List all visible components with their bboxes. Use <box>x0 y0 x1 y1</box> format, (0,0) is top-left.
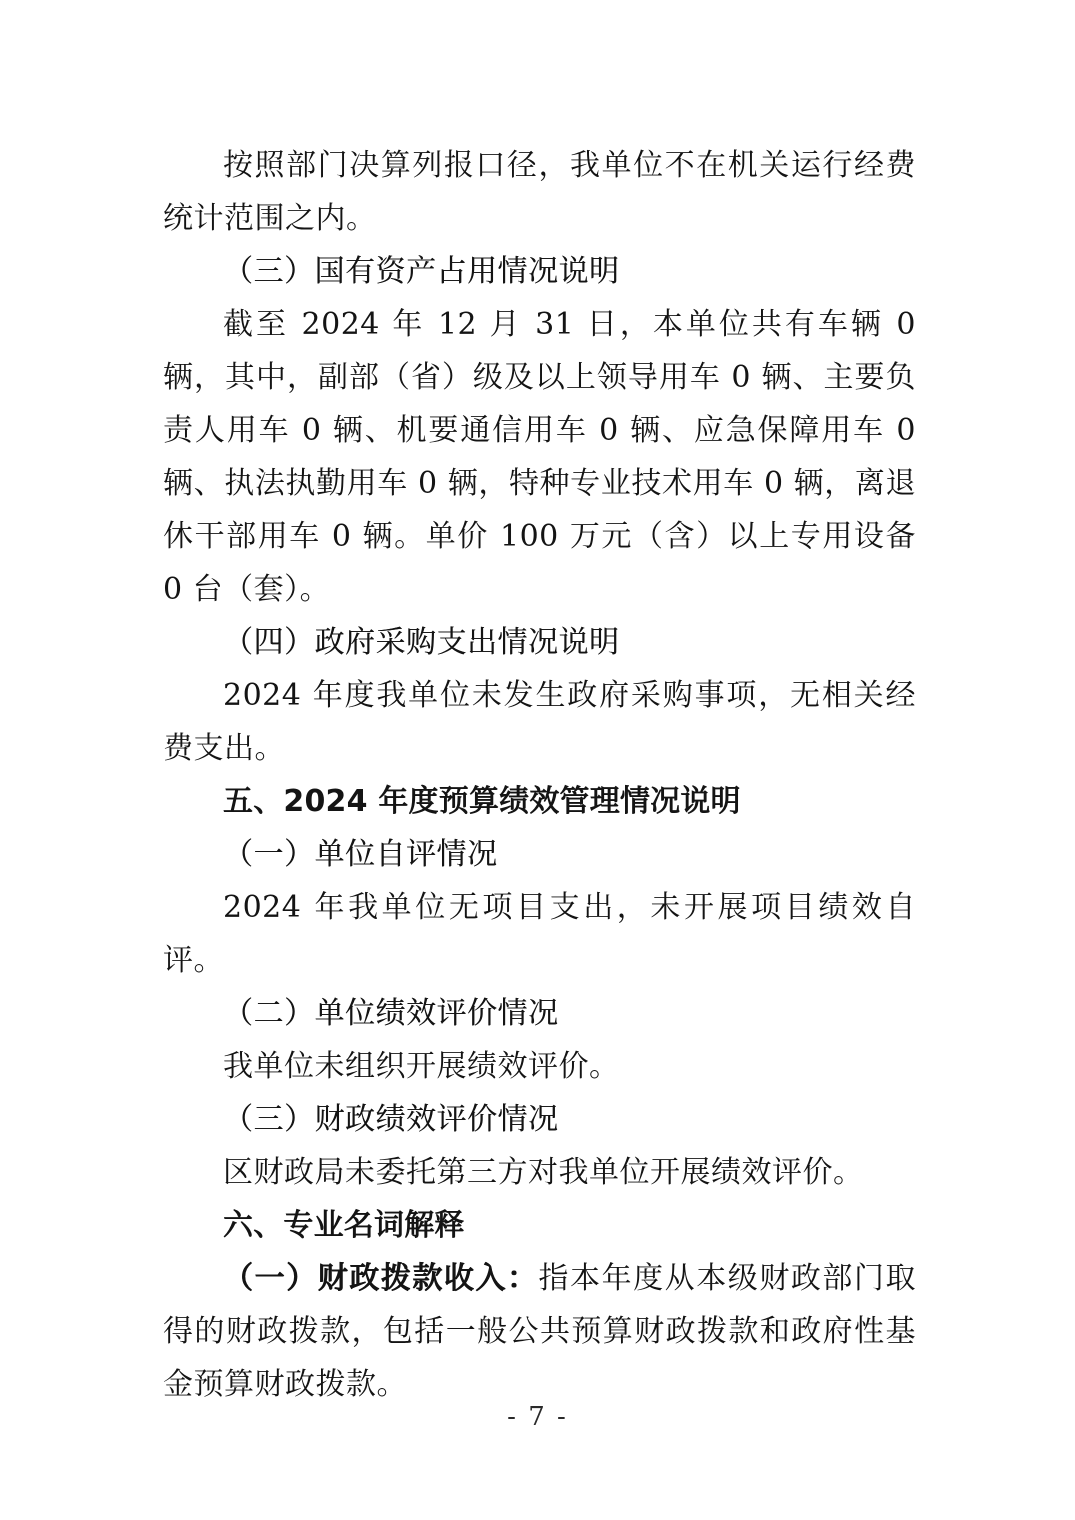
glossary-term-label: （一）财政拨款收入： <box>223 1261 539 1296</box>
paragraph-glossary-fiscal-appropriation <box>163 1252 916 1411</box>
subsection-heading-state-assets: （三）国有资产占用情况说明 <box>223 254 620 289</box>
paragraph: 2024 年度我单位未发生政府采购事项，无相关经费支出。 <box>163 678 916 766</box>
glossary-term-definition: 指本年度从本级财政部门取得的财政拨款，包括一般公共预算财政拨款和政府性基金预算财政拨款。 <box>163 1261 917 1402</box>
section-heading-glossary: 六、专业名词解释 <box>223 1208 465 1243</box>
subsection-heading-unit-evaluation: （二）单位绩效评价情况 <box>223 996 559 1031</box>
section-heading-budget-performance: 五、2024 年度预算绩效管理情况说明 <box>223 784 741 819</box>
paragraph: 我单位未组织开展绩效评价。 <box>223 1049 620 1084</box>
paragraph: 区财政局未委托第三方对我单位开展绩效评价。 <box>223 1155 864 1190</box>
paragraph: 按照部门决算列报口径，我单位不在机关运行经费统计范围之内。 <box>163 148 916 236</box>
page-number: - 7 - <box>507 1402 568 1432</box>
subsection-heading-self-evaluation: （一）单位自评情况 <box>223 837 498 872</box>
paragraph: 2024 年我单位无项目支出，未开展项目绩效自评。 <box>163 890 916 978</box>
subsection-heading-gov-procurement: （四）政府采购支出情况说明 <box>223 625 620 660</box>
document-text-block <box>163 139 916 1411</box>
subsection-heading-fiscal-evaluation: （三）财政绩效评价情况 <box>223 1102 559 1137</box>
paragraph: 截至 2024 年 12 月 31 日，本单位共有车辆 0 辆，其中，副部（省）级及以上领导用车 0 辆、主要负责人用车 0 辆、机要通信用车 0 辆、应急保障用车 0 辆、执法执勤用车 0 辆，特种专业技术用车 0 辆，离退休干部用车 0 辆。单价 100 万元（含）以上专用设备 0 台（套）。 <box>163 307 916 607</box>
